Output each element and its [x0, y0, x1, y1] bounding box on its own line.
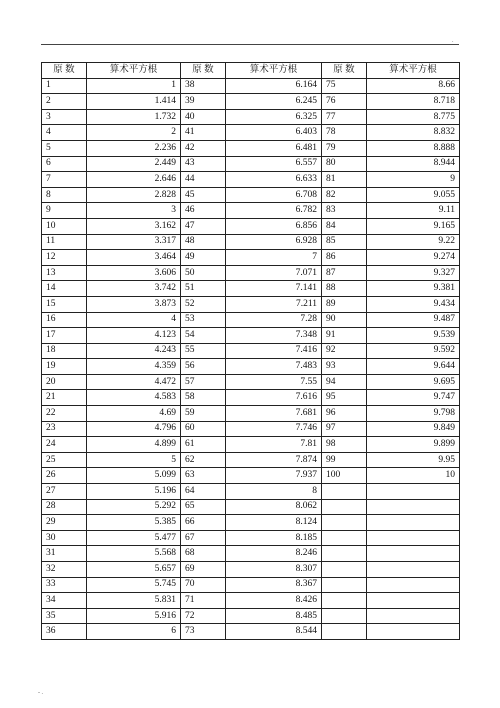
- number-cell: 18: [42, 343, 87, 359]
- square-root-cell: [367, 577, 460, 593]
- number-cell: 78: [322, 125, 367, 141]
- square-root-cell: 1.732: [87, 109, 181, 125]
- square-root-cell: 7.483: [226, 359, 322, 375]
- square-root-cell: [367, 562, 460, 578]
- table-row: [42, 109, 460, 125]
- number-cell: 84: [322, 218, 367, 234]
- column-header-root-1: 算术平方根: [87, 63, 181, 79]
- square-root-cell: 8.485: [226, 608, 322, 624]
- table-row: [42, 265, 460, 281]
- square-root-cell: 5.477: [87, 530, 181, 546]
- number-cell: 1: [42, 78, 87, 94]
- square-root-cell: 8.246: [226, 546, 322, 562]
- square-root-cell: 3.606: [87, 265, 181, 281]
- number-cell: 17: [42, 328, 87, 344]
- square-root-cell: 9.434: [367, 296, 460, 312]
- square-root-cell: 8.307: [226, 562, 322, 578]
- square-root-cell: 8.185: [226, 530, 322, 546]
- table-row: [42, 421, 460, 437]
- table-row: [42, 562, 460, 578]
- number-cell: 8: [42, 187, 87, 203]
- square-root-cell: 4.69: [87, 406, 181, 422]
- table-row: [42, 437, 460, 453]
- square-root-cell: 9.798: [367, 406, 460, 422]
- number-cell: 43: [181, 156, 226, 172]
- number-cell: 83: [322, 203, 367, 219]
- number-cell: 86: [322, 250, 367, 266]
- square-root-cell: 9.95: [367, 452, 460, 468]
- number-cell: 50: [181, 265, 226, 281]
- square-root-cell: 7.141: [226, 281, 322, 297]
- number-cell: 89: [322, 296, 367, 312]
- square-root-cell: 4.123: [87, 328, 181, 344]
- number-cell: [322, 484, 367, 500]
- square-root-cell: [367, 484, 460, 500]
- number-cell: 92: [322, 343, 367, 359]
- number-cell: 40: [181, 109, 226, 125]
- number-cell: 7: [42, 172, 87, 188]
- square-root-cell: 5.385: [87, 515, 181, 531]
- square-root-cell: [367, 546, 460, 562]
- table-row: [42, 515, 460, 531]
- table-body: [42, 78, 460, 639]
- table-row: [42, 187, 460, 203]
- square-root-cell: 6.403: [226, 125, 322, 141]
- table-row: [42, 234, 460, 250]
- number-cell: 44: [181, 172, 226, 188]
- square-root-cell: [367, 608, 460, 624]
- number-cell: 11: [42, 234, 87, 250]
- table-row: [42, 125, 460, 141]
- square-root-cell: 7.28: [226, 312, 322, 328]
- square-root-cell: 9.539: [367, 328, 460, 344]
- number-cell: 58: [181, 390, 226, 406]
- number-cell: 95: [322, 390, 367, 406]
- square-root-cell: 4.472: [87, 374, 181, 390]
- square-root-cell: [367, 499, 460, 515]
- number-cell: 26: [42, 468, 87, 484]
- number-cell: 48: [181, 234, 226, 250]
- table-row: [42, 624, 460, 640]
- table-row: [42, 172, 460, 188]
- number-cell: 81: [322, 172, 367, 188]
- number-cell: [322, 624, 367, 640]
- square-root-cell: [367, 530, 460, 546]
- square-root-cell: 9.11: [367, 203, 460, 219]
- square-root-cell: 5.099: [87, 468, 181, 484]
- number-cell: [322, 499, 367, 515]
- square-root-cell: 4.359: [87, 359, 181, 375]
- number-cell: 96: [322, 406, 367, 422]
- number-cell: 61: [181, 437, 226, 453]
- number-cell: [322, 593, 367, 609]
- number-cell: 97: [322, 421, 367, 437]
- number-cell: 85: [322, 234, 367, 250]
- square-root-cell: 8.367: [226, 577, 322, 593]
- number-cell: 14: [42, 281, 87, 297]
- square-root-cell: 8.062: [226, 499, 322, 515]
- number-cell: 22: [42, 406, 87, 422]
- square-root-cell: 5.292: [87, 499, 181, 515]
- table-row: [42, 484, 460, 500]
- square-root-cell: 7.81: [226, 437, 322, 453]
- table-row: [42, 312, 460, 328]
- column-header-root-3: 算术平方根: [367, 63, 460, 79]
- number-cell: 9: [42, 203, 87, 219]
- number-cell: 69: [181, 562, 226, 578]
- square-root-cell: 9.695: [367, 374, 460, 390]
- square-root-cell: 9.644: [367, 359, 460, 375]
- number-cell: 57: [181, 374, 226, 390]
- square-root-cell: 8.544: [226, 624, 322, 640]
- square-root-cell: 5.657: [87, 562, 181, 578]
- column-header-root-2: 算术平方根: [226, 63, 322, 79]
- number-cell: [322, 546, 367, 562]
- number-cell: 6: [42, 156, 87, 172]
- square-root-cell: 9.274: [367, 250, 460, 266]
- square-root-cell: 7.681: [226, 406, 322, 422]
- square-root-cell: 9.899: [367, 437, 460, 453]
- square-root-cell: 5.745: [87, 577, 181, 593]
- number-cell: 47: [181, 218, 226, 234]
- table-row: [42, 281, 460, 297]
- number-cell: 45: [181, 187, 226, 203]
- square-root-cell: 4.583: [87, 390, 181, 406]
- number-cell: 90: [322, 312, 367, 328]
- square-root-cell: 5.831: [87, 593, 181, 609]
- square-root-cell: 6.708: [226, 187, 322, 203]
- square-root-cell: 3.873: [87, 296, 181, 312]
- number-cell: 21: [42, 390, 87, 406]
- table-row: [42, 296, 460, 312]
- square-root-cell: 8.66: [367, 78, 460, 94]
- number-cell: 36: [42, 624, 87, 640]
- number-cell: 65: [181, 499, 226, 515]
- square-root-cell: [367, 593, 460, 609]
- square-root-cell: 6.245: [226, 94, 322, 110]
- square-root-cell: 3.464: [87, 250, 181, 266]
- table-row: [42, 452, 460, 468]
- square-root-cell: 7: [226, 250, 322, 266]
- number-cell: 68: [181, 546, 226, 562]
- number-cell: 93: [322, 359, 367, 375]
- number-cell: 70: [181, 577, 226, 593]
- table-row: [42, 390, 460, 406]
- number-cell: 39: [181, 94, 226, 110]
- square-root-cell: 8.718: [367, 94, 460, 110]
- number-cell: 76: [322, 94, 367, 110]
- footer-mark: - .: [38, 690, 43, 696]
- square-root-cell: 1.414: [87, 94, 181, 110]
- number-cell: 79: [322, 140, 367, 156]
- square-root-cell: 4: [87, 312, 181, 328]
- number-cell: 100: [322, 468, 367, 484]
- number-cell: 91: [322, 328, 367, 344]
- number-cell: 87: [322, 265, 367, 281]
- number-cell: 67: [181, 530, 226, 546]
- square-root-cell: 9.849: [367, 421, 460, 437]
- square-root-cell: 7.348: [226, 328, 322, 344]
- number-cell: 64: [181, 484, 226, 500]
- square-root-cell: 9.165: [367, 218, 460, 234]
- corner-mark: .: [452, 38, 454, 44]
- number-cell: [322, 515, 367, 531]
- number-cell: [322, 530, 367, 546]
- square-root-cell: 9: [367, 172, 460, 188]
- square-root-cell: 9.055: [367, 187, 460, 203]
- number-cell: [322, 577, 367, 593]
- square-root-cell: 8: [226, 484, 322, 500]
- square-root-cell: 4.243: [87, 343, 181, 359]
- number-cell: 52: [181, 296, 226, 312]
- square-root-cell: [367, 515, 460, 531]
- square-root-cell: 1: [87, 78, 181, 94]
- number-cell: 2: [42, 94, 87, 110]
- number-cell: 73: [181, 624, 226, 640]
- square-root-cell: 7.616: [226, 390, 322, 406]
- number-cell: 77: [322, 109, 367, 125]
- square-root-cell: 2.449: [87, 156, 181, 172]
- number-cell: [322, 608, 367, 624]
- number-cell: 60: [181, 421, 226, 437]
- number-cell: 23: [42, 421, 87, 437]
- square-root-cell: 2.828: [87, 187, 181, 203]
- square-root-cell: 8.426: [226, 593, 322, 609]
- number-cell: 12: [42, 250, 87, 266]
- number-cell: 56: [181, 359, 226, 375]
- number-cell: 34: [42, 593, 87, 609]
- square-root-cell: 6.928: [226, 234, 322, 250]
- square-root-cell: 4.796: [87, 421, 181, 437]
- square-root-cell: 9.22: [367, 234, 460, 250]
- number-cell: 53: [181, 312, 226, 328]
- table-row: [42, 343, 460, 359]
- square-root-cell: 2.646: [87, 172, 181, 188]
- number-cell: 88: [322, 281, 367, 297]
- number-cell: 62: [181, 452, 226, 468]
- number-cell: 15: [42, 296, 87, 312]
- square-root-cell: 6.856: [226, 218, 322, 234]
- square-root-cell: 3.162: [87, 218, 181, 234]
- number-cell: 24: [42, 437, 87, 453]
- number-cell: 59: [181, 406, 226, 422]
- number-cell: 28: [42, 499, 87, 515]
- column-header-number-2: 原 数: [181, 63, 226, 79]
- table-row: [42, 94, 460, 110]
- number-cell: 51: [181, 281, 226, 297]
- table-row: [42, 499, 460, 515]
- table-row: [42, 546, 460, 562]
- table-row: [42, 406, 460, 422]
- number-cell: 4: [42, 125, 87, 141]
- number-cell: 27: [42, 484, 87, 500]
- number-cell: 32: [42, 562, 87, 578]
- table-row: [42, 78, 460, 94]
- square-root-cell: 5.916: [87, 608, 181, 624]
- square-root-cell: [367, 624, 460, 640]
- number-cell: 13: [42, 265, 87, 281]
- table-row: [42, 140, 460, 156]
- square-root-cell: 9.487: [367, 312, 460, 328]
- number-cell: 41: [181, 125, 226, 141]
- table-row: [42, 359, 460, 375]
- square-root-cell: 9.381: [367, 281, 460, 297]
- number-cell: 55: [181, 343, 226, 359]
- square-root-cell: 7.071: [226, 265, 322, 281]
- table-row: [42, 608, 460, 624]
- table-row: [42, 218, 460, 234]
- table-row: [42, 577, 460, 593]
- square-root-cell: 3.742: [87, 281, 181, 297]
- square-root-cell: 5: [87, 452, 181, 468]
- square-root-cell: 9.327: [367, 265, 460, 281]
- square-root-cell: 7.55: [226, 374, 322, 390]
- number-cell: 46: [181, 203, 226, 219]
- column-header-number-3: 原 数: [322, 63, 367, 79]
- number-cell: 33: [42, 577, 87, 593]
- table-row: [42, 250, 460, 266]
- square-root-cell: 9.747: [367, 390, 460, 406]
- square-root-cell: 6.782: [226, 203, 322, 219]
- number-cell: 31: [42, 546, 87, 562]
- number-cell: 29: [42, 515, 87, 531]
- square-root-cell: 7.416: [226, 343, 322, 359]
- number-cell: 98: [322, 437, 367, 453]
- number-cell: 42: [181, 140, 226, 156]
- square-root-cell: 2.236: [87, 140, 181, 156]
- table-row: [42, 203, 460, 219]
- number-cell: 82: [322, 187, 367, 203]
- square-root-cell: 2: [87, 125, 181, 141]
- square-root-cell: 5.568: [87, 546, 181, 562]
- square-root-cell: 5.196: [87, 484, 181, 500]
- header-rule: [41, 44, 459, 45]
- square-root-cell: 6.164: [226, 78, 322, 94]
- number-cell: 3: [42, 109, 87, 125]
- number-cell: 71: [181, 593, 226, 609]
- number-cell: 5: [42, 140, 87, 156]
- square-root-cell: 7.937: [226, 468, 322, 484]
- table-row: [42, 530, 460, 546]
- number-cell: 94: [322, 374, 367, 390]
- number-cell: [322, 562, 367, 578]
- square-root-cell: 6.325: [226, 109, 322, 125]
- number-cell: 99: [322, 452, 367, 468]
- table-row: [42, 374, 460, 390]
- square-root-cell: 10: [367, 468, 460, 484]
- number-cell: 16: [42, 312, 87, 328]
- table-row: [42, 468, 460, 484]
- number-cell: 25: [42, 452, 87, 468]
- square-root-cell: 4.899: [87, 437, 181, 453]
- number-cell: 54: [181, 328, 226, 344]
- square-root-cell: 8.888: [367, 140, 460, 156]
- square-root-cell: 7.746: [226, 421, 322, 437]
- table-header-row: [42, 63, 460, 79]
- number-cell: 38: [181, 78, 226, 94]
- square-root-cell: 3: [87, 203, 181, 219]
- square-root-cell: 8.775: [367, 109, 460, 125]
- square-root-cell: 8.944: [367, 156, 460, 172]
- square-root-table: [41, 62, 460, 640]
- number-cell: 72: [181, 608, 226, 624]
- number-cell: 63: [181, 468, 226, 484]
- number-cell: 10: [42, 218, 87, 234]
- number-cell: 35: [42, 608, 87, 624]
- square-root-cell: 3.317: [87, 234, 181, 250]
- column-header-number-1: 原 数: [42, 63, 87, 79]
- table-row: [42, 156, 460, 172]
- square-root-cell: 7.874: [226, 452, 322, 468]
- square-root-cell: 8.124: [226, 515, 322, 531]
- square-root-cell: 6.557: [226, 156, 322, 172]
- square-root-cell: 6.481: [226, 140, 322, 156]
- square-root-cell: 6: [87, 624, 181, 640]
- square-root-cell: 9.592: [367, 343, 460, 359]
- number-cell: 66: [181, 515, 226, 531]
- square-root-cell: 8.832: [367, 125, 460, 141]
- square-root-cell: 6.633: [226, 172, 322, 188]
- number-cell: 80: [322, 156, 367, 172]
- number-cell: 49: [181, 250, 226, 266]
- number-cell: 30: [42, 530, 87, 546]
- number-cell: 20: [42, 374, 87, 390]
- number-cell: 75: [322, 78, 367, 94]
- table-row: [42, 328, 460, 344]
- table-row: [42, 593, 460, 609]
- square-root-cell: 7.211: [226, 296, 322, 312]
- number-cell: 19: [42, 359, 87, 375]
